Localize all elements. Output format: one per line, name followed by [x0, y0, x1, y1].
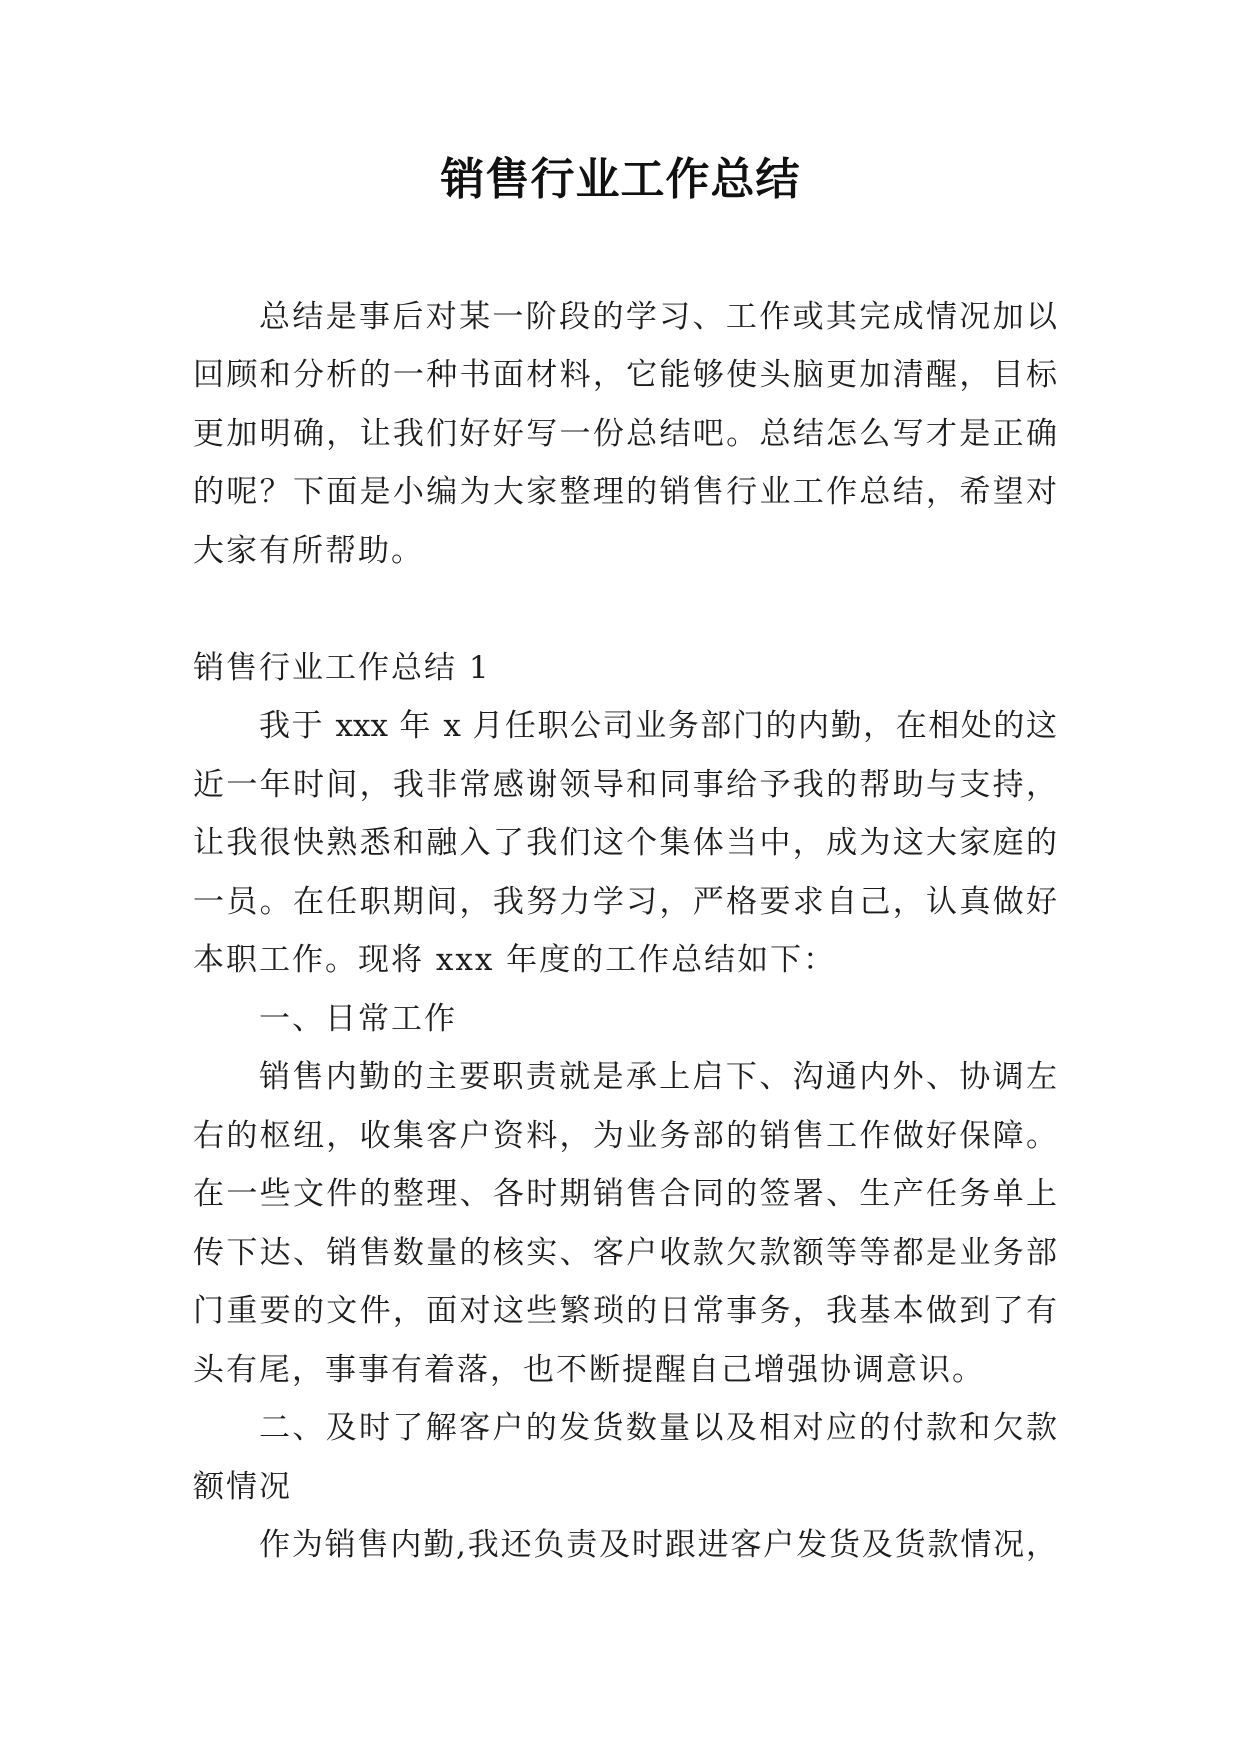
item-2-heading-line: 二、及时了解客户的发货数量以及相对应的付款和欠款 [259, 1410, 1057, 1447]
paragraph-spacer [193, 580, 1057, 639]
section-heading: 销售行业工作总结 1 [193, 649, 491, 686]
opening-line: 我于 xxx 年 x 月任职公司业务部门的内勤，在相处的这 [259, 708, 1057, 745]
item-1-line: 门重要的文件，面对这些繁琐的日常事务，我基本做到了有 [193, 1293, 1057, 1330]
item-1-line: 销售内勤的主要职责就是承上启下、沟通内外、协调左 [259, 1059, 1057, 1096]
item-1-line: 头有尾，事事有着落，也不断提醒自己增强协调意识。 [193, 1351, 985, 1388]
opening-line: 让我很快熟悉和融入了我们这个集体当中，成为这大家庭的 [193, 825, 1057, 862]
item-2-line: 作为销售内勤,我还负责及时跟进客户发货及货款情况， [259, 1527, 1057, 1564]
intro-line: 总结是事后对某一阶段的学习、工作或其完成情况加以 [259, 298, 1057, 335]
item-2-heading [193, 1399, 1057, 1516]
item-1-heading: 一、日常工作 [259, 1000, 457, 1037]
item-2-heading-line: 额情况 [193, 1468, 292, 1505]
intro-paragraph [193, 288, 1057, 581]
item-2-paragraph [193, 1516, 1057, 1575]
item-1-line: 传下达、销售数量的核实、客户收款欠款额等等都是业务部 [193, 1234, 1057, 1271]
opening-line: 本职工作。现将 xxx 年度的工作总结如下： [193, 942, 837, 979]
intro-line: 大家有所帮助。 [193, 532, 424, 569]
item-1-line: 右的枢纽，收集客户资料，为业务部的销售工作做好保障。 [193, 1117, 1057, 1154]
document-body [193, 288, 1057, 1575]
document-title: 销售行业工作总结 [440, 154, 801, 205]
intro-line: 的呢？下面是小编为大家整理的销售行业工作总结，希望对 [193, 474, 1057, 511]
intro-line: 回顾和分析的一种书面材料，它能够使头脑更加清醒，目标 [193, 357, 1057, 394]
opening-line: 近一年时间，我非常感谢领导和同事给予我的帮助与支持， [193, 766, 1057, 803]
opening-line: 一员。在任职期间，我努力学习，严格要求自己，认真做好 [193, 883, 1057, 920]
item-1-line: 在一些文件的整理、各时期销售合同的签署、生产任务单上 [193, 1176, 1057, 1213]
item-1-paragraph [193, 1048, 1057, 1399]
intro-line: 更加明确，让我们好好写一份总结吧。总结怎么写才是正确 [193, 415, 1057, 452]
opening-paragraph [193, 697, 1057, 990]
